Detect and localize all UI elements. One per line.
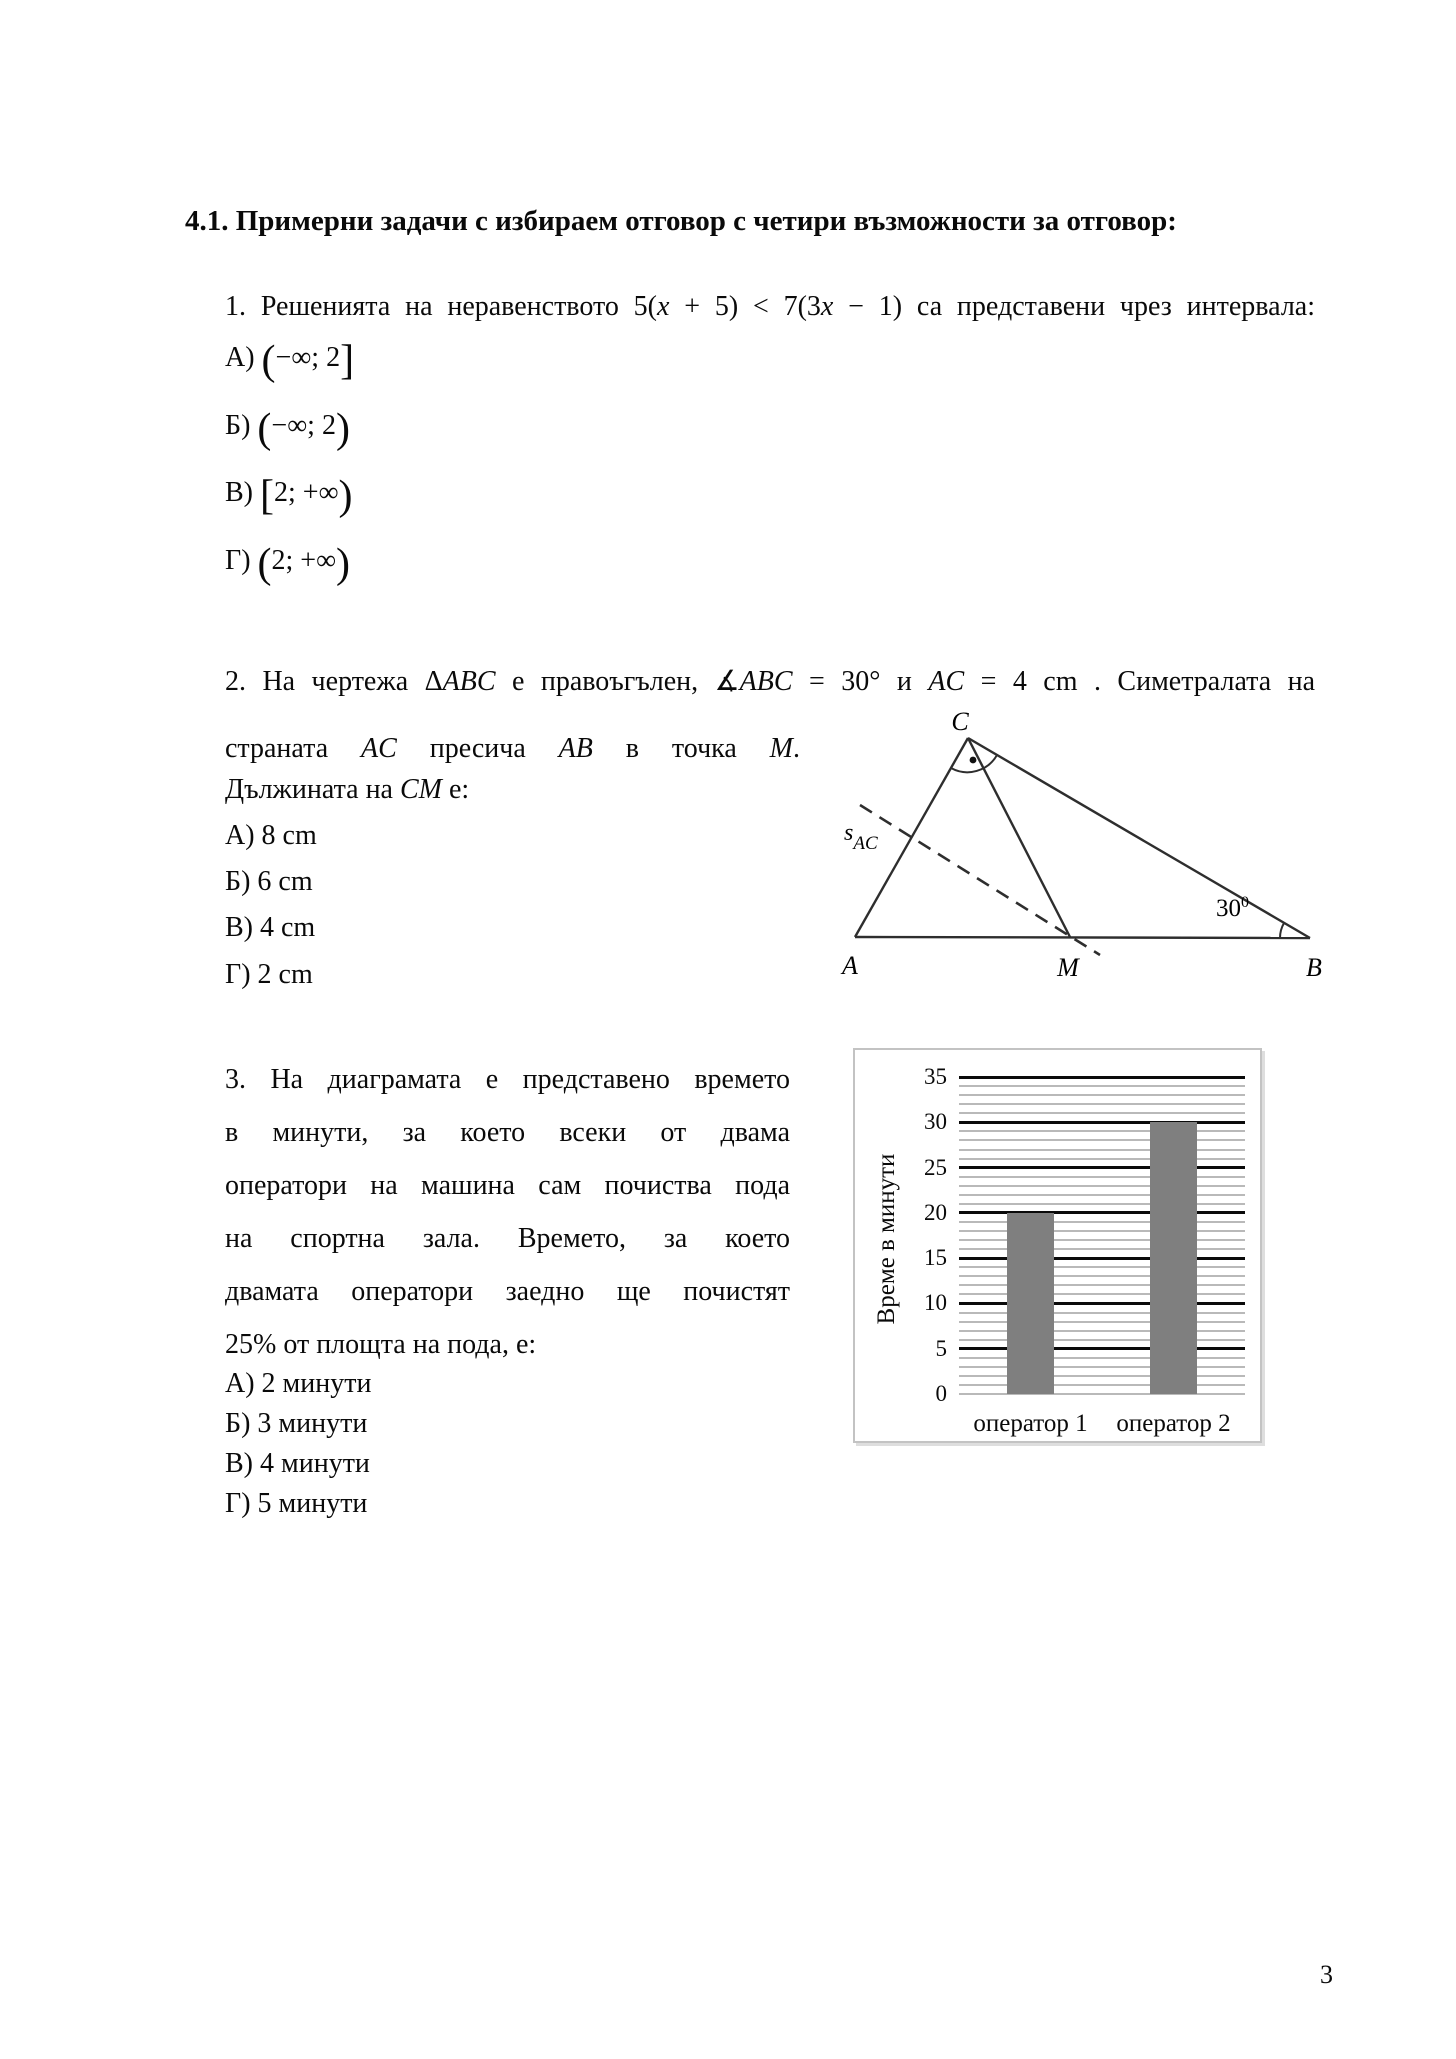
q3-option-g: Г) 5 минути (225, 1488, 368, 1519)
minor-gridline (959, 1375, 1245, 1377)
q1-option-a (225, 330, 354, 386)
text-segment: + 5) < 7(3 (669, 291, 821, 322)
q1-option-b-body: −∞; 2 (271, 410, 336, 441)
minor-gridline (959, 1194, 1245, 1196)
page-number: 3 (1320, 1960, 1333, 1989)
bisector-label-sub: AC (853, 833, 878, 854)
q2-option-a: А) 8 cm (225, 820, 317, 851)
triangle-figure (640, 690, 1340, 1010)
text-segment: 2. На чертежа Δ (225, 666, 443, 697)
text-segment: Дължината на (225, 774, 400, 805)
q3-stem-line5: двамата оператори заедно ще почистят (225, 1276, 790, 1307)
minor-gridline (959, 1284, 1245, 1286)
minor-gridline (959, 1158, 1245, 1160)
minor-gridline (959, 1094, 1245, 1096)
y-tick-label: 5 (935, 1335, 947, 1361)
major-gridline (959, 1302, 1245, 1305)
q2-option-g: Г) 2 cm (225, 959, 313, 990)
text-segment: страната (225, 733, 362, 764)
q2-option-v: В) 4 cm (225, 912, 316, 943)
minor-gridline (959, 1248, 1245, 1250)
minor-gridline (959, 1339, 1245, 1341)
q1-option-a-body: −∞; 2 (275, 342, 341, 373)
chart-plot-area (959, 1077, 1245, 1394)
minor-gridline (959, 1330, 1245, 1332)
minor-gridline (959, 1139, 1245, 1141)
minor-gridline (959, 1321, 1245, 1323)
major-gridline (959, 1076, 1245, 1079)
minor-gridline (959, 1185, 1245, 1187)
q1-option-b (225, 398, 350, 454)
minor-gridline (959, 1239, 1245, 1241)
q3-stem-line6: 25% от площта на пода, е: (225, 1329, 537, 1360)
text-segment: − 1) са представени чрез интервала: (833, 291, 1315, 322)
section-heading: 4.1. Примерни задачи с избираем отговор с четири възможности за отговор: (185, 205, 1177, 237)
major-gridline (959, 1166, 1245, 1169)
minor-gridline (959, 1366, 1245, 1368)
point-m-label: M (1057, 953, 1079, 982)
right-angle-dot (970, 757, 977, 764)
q1-option-g-body: 2; +∞ (271, 545, 337, 576)
open-bracket: ( (257, 541, 272, 587)
text-segment: AC (361, 733, 397, 764)
text-segment: CM (400, 774, 442, 805)
bisector-label-s: s (844, 820, 854, 846)
q3-stem-line4: на спортна зала. Времето, за което (225, 1223, 790, 1254)
q1-option-g (225, 533, 350, 589)
q3-stem-line1: 3. На диаграмата е представено времето (225, 1064, 790, 1095)
text-segment: AB (558, 733, 593, 764)
vertex-a-label: A (842, 951, 858, 980)
minor-gridline (959, 1103, 1245, 1105)
q1-option-v-label: В) (225, 477, 260, 508)
minor-gridline (959, 1130, 1245, 1132)
minor-gridline (959, 1293, 1245, 1295)
minor-gridline (959, 1266, 1245, 1268)
text-segment: x (656, 291, 670, 322)
close-bracket: ) (335, 406, 350, 452)
text-segment: = 30° и (792, 666, 929, 697)
close-bracket: ) (338, 473, 353, 519)
y-tick-label: 0 (935, 1381, 947, 1406)
x-category-label: оператор 1 (973, 1410, 1088, 1437)
q3-option-v: В) 4 минути (225, 1448, 370, 1479)
q1-stem (225, 289, 1315, 325)
y-tick-label: 25 (924, 1154, 947, 1180)
major-gridline (959, 1347, 1245, 1350)
text-segment: 1. Решенията на неравенството 5( (225, 291, 657, 322)
y-tick-label: 15 (924, 1245, 947, 1271)
text-segment: ABC (442, 666, 496, 697)
text-segment: ABC (739, 666, 793, 697)
chart-bar (1150, 1122, 1197, 1394)
bar-chart (853, 1048, 1262, 1443)
q1-option-g-label: Г) (225, 545, 258, 576)
chart-y-axis-title: Време в минути (873, 1153, 900, 1325)
close-bracket: ] (340, 338, 355, 384)
y-tick-label: 35 (924, 1064, 947, 1089)
minor-gridline (959, 1357, 1245, 1359)
q1-option-a-label: А) (225, 342, 262, 373)
y-tick-label: 20 (924, 1199, 947, 1225)
text-segment: AC (928, 666, 965, 697)
minor-gridline (959, 1275, 1245, 1277)
major-gridline (959, 1257, 1245, 1260)
text-segment: M (769, 733, 793, 764)
major-gridline (959, 1211, 1245, 1214)
major-gridline (959, 1121, 1245, 1124)
side-ab (855, 937, 1310, 938)
q2-stem-line3 (225, 772, 469, 808)
minor-gridline (959, 1112, 1245, 1114)
angle-arc-b (1280, 923, 1284, 938)
bisector-label (844, 820, 878, 854)
text-segment: x (820, 291, 834, 322)
chart-bar (1007, 1213, 1054, 1394)
text-segment: пресича (396, 733, 559, 764)
text-segment: = 4 cm . Симетралата на (964, 666, 1316, 697)
x-category-label: оператор 2 (1116, 1410, 1231, 1437)
minor-gridline (959, 1312, 1245, 1314)
open-bracket: ( (257, 406, 272, 452)
q2-option-b: Б) 6 cm (225, 866, 313, 897)
y-tick-label: 10 (924, 1290, 947, 1316)
minor-gridline (959, 1203, 1245, 1205)
q3-stem-line2: в минути, за което всеки от двама (225, 1117, 790, 1148)
y-tick-label: 30 (924, 1109, 947, 1135)
angle-b-degree-mark: 0 (1241, 894, 1249, 911)
q1-option-v (225, 465, 353, 521)
text-segment: е: (442, 774, 470, 805)
vertex-b-label: B (1306, 953, 1322, 982)
text-segment: е правоъгълен, ∡ (495, 666, 740, 697)
q1-option-b-label: Б) (225, 410, 258, 441)
q3-option-b: Б) 3 минути (225, 1408, 368, 1439)
angle-b-value: 30 (1216, 895, 1241, 922)
close-bracket: ) (336, 541, 351, 587)
minor-gridline (959, 1176, 1245, 1178)
q3-option-a: А) 2 минути (225, 1368, 372, 1399)
text-segment: . (793, 733, 800, 764)
vertex-c-label: C (951, 707, 969, 736)
angle-b-label (1216, 894, 1249, 922)
q1-option-v-body: 2; +∞ (274, 477, 339, 508)
minor-gridline (959, 1384, 1245, 1386)
q3-stem-line3: оператори на машина сам почиства пода (225, 1170, 790, 1201)
perpendicular-bisector-dashed (860, 805, 1100, 955)
minor-gridline (959, 1149, 1245, 1151)
minor-gridline (959, 1085, 1245, 1087)
open-bracket: ( (261, 338, 276, 384)
minor-gridline (959, 1393, 1245, 1395)
minor-gridline (959, 1221, 1245, 1223)
minor-gridline (959, 1230, 1245, 1232)
open-bracket: [ (260, 473, 274, 519)
text-segment: в точка (592, 733, 770, 764)
